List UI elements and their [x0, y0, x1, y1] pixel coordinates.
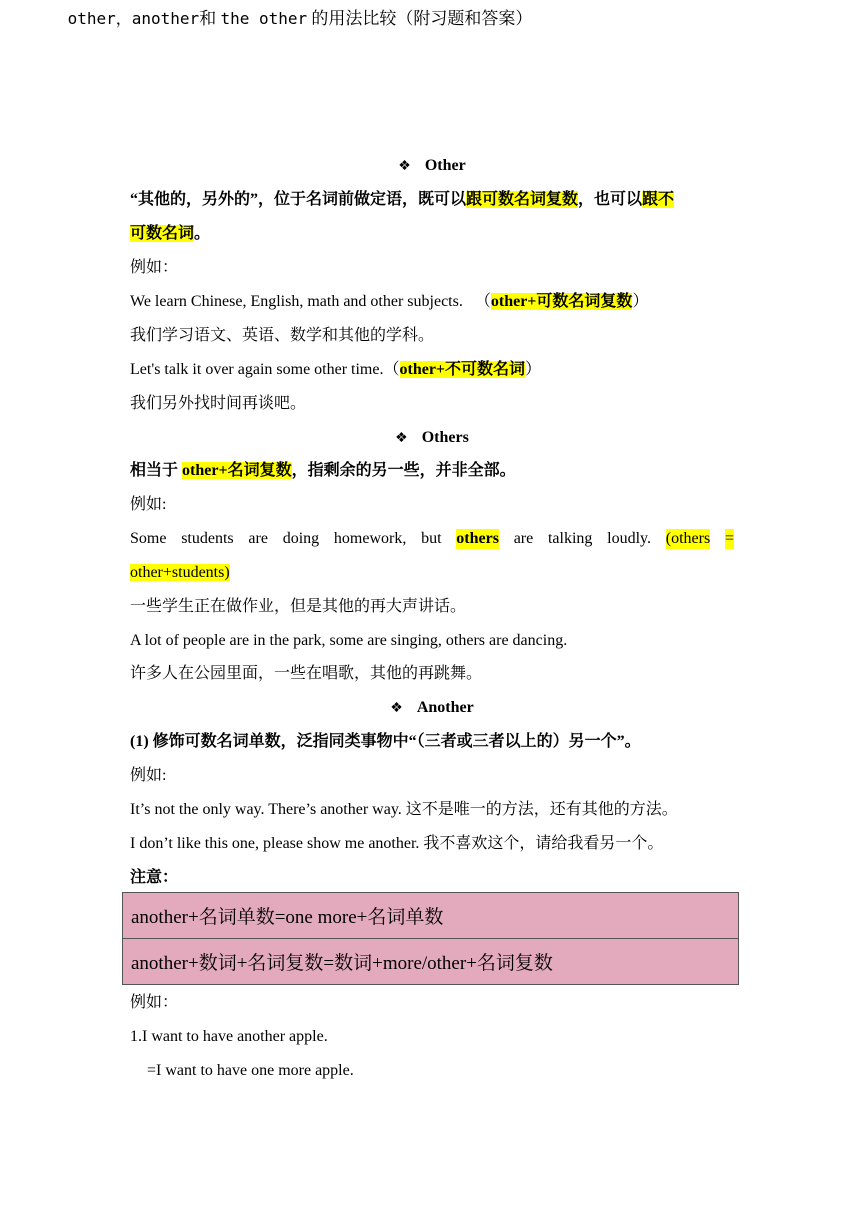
- text: （: [383, 361, 400, 378]
- highlight: other+students): [130, 564, 230, 581]
- example-label: 例如：: [130, 259, 179, 276]
- example-label: 例如：: [130, 994, 179, 1011]
- text: 相当于: [130, 462, 179, 479]
- highlight: (others: [665, 530, 711, 547]
- word: are: [513, 530, 534, 547]
- highlight: 跟不: [642, 191, 675, 208]
- highlight: others: [456, 530, 499, 547]
- other-definition-line2: [130, 224, 210, 244]
- another-rule-1: (1) 修饰可数名词单数，泛指同类事物中“（三者或三者以上的）另一个”。: [130, 733, 641, 750]
- diamond-bullet-icon: ❖: [390, 701, 403, 716]
- section-heading-another: [130, 698, 734, 719]
- title-part-3: the other: [220, 9, 308, 28]
- title-part-1: other，another: [67, 9, 200, 28]
- highlight: other+可数名词复数: [490, 293, 633, 310]
- diamond-bullet-icon: ❖: [398, 159, 411, 174]
- word: Some: [130, 530, 167, 547]
- note-row: another+名词单数=one more+名词单数: [123, 893, 738, 939]
- section-heading-other: [130, 156, 734, 177]
- title-part-4: 的用法比较（附习题和答案）: [311, 9, 533, 28]
- text: ，也可以: [578, 191, 643, 208]
- word: doing: [282, 530, 320, 547]
- word: are: [248, 530, 268, 547]
- note-table: [122, 892, 739, 985]
- another-example-3: 1.I want to have another apple.: [130, 1028, 328, 1045]
- text: 。: [194, 225, 211, 242]
- other-example-1: [130, 292, 648, 312]
- title-part-2: 和: [199, 9, 217, 28]
- text: Let's talk it over again some other time.: [130, 361, 384, 378]
- another-example-2: I don’t like this one, please show me another. 我不喜欢这个，请给我看另一个。: [130, 835, 664, 852]
- text: We learn Chinese, English, math and other subjects.: [130, 293, 463, 310]
- highlight: other+名词复数: [182, 462, 292, 479]
- text: ，指剩余的另一些，并非全部。: [291, 462, 516, 479]
- note-label: 注意：: [130, 869, 179, 886]
- heading-text: Another: [416, 699, 474, 716]
- example-label: 例如:: [130, 496, 167, 513]
- word: but: [421, 530, 442, 547]
- others-example-1-line1: [130, 529, 734, 549]
- highlight: other+不可数名词: [399, 361, 526, 378]
- other-definition-line1: [130, 190, 674, 210]
- word: talking: [547, 530, 593, 547]
- others-example-1-cn: 一些学生正在做作业，但是其他的再大声讲话。: [130, 598, 467, 615]
- text: “其他的，另外的”，位于名词前做定语，既可以: [130, 191, 467, 208]
- others-definition: [130, 461, 516, 481]
- heading-text: Others: [421, 429, 469, 446]
- highlight: 可数名词: [130, 225, 195, 242]
- other-example-2-cn: 我们另外找时间再谈吧。: [130, 395, 307, 412]
- diamond-bullet-icon: ❖: [395, 431, 408, 446]
- highlight: =: [724, 530, 734, 547]
- note-row: another+数词+名词复数=数词+more/other+名词复数: [123, 939, 738, 984]
- page-title: [0, 8, 730, 30]
- others-example-2: A lot of people are in the park, some are singing, others are dancing.: [130, 632, 568, 649]
- others-example-2-cn: 许多人在公园里面，一些在唱歌，其他的再跳舞。: [130, 665, 483, 682]
- other-example-1-cn: 我们学习语文、英语、数学和其他的学科。: [130, 327, 435, 344]
- word: homework,: [333, 530, 407, 547]
- another-example-3b: =I want to have one more apple.: [147, 1062, 354, 1079]
- word: loudly.: [607, 530, 652, 547]
- example-label: 例如:: [130, 767, 167, 784]
- text: ）: [632, 293, 649, 310]
- text: （: [474, 293, 491, 310]
- others-example-1-line2: [130, 563, 230, 583]
- another-example-1: It’s not the only way. There’s another way. 这不是唯一的方法，还有其他的方法。: [130, 801, 678, 818]
- other-example-2: [130, 360, 541, 380]
- text: ）: [525, 361, 542, 378]
- highlight: 跟可数名词复数: [466, 191, 579, 208]
- heading-text: Other: [424, 157, 466, 174]
- word: students: [181, 530, 234, 547]
- section-heading-others: [130, 428, 734, 449]
